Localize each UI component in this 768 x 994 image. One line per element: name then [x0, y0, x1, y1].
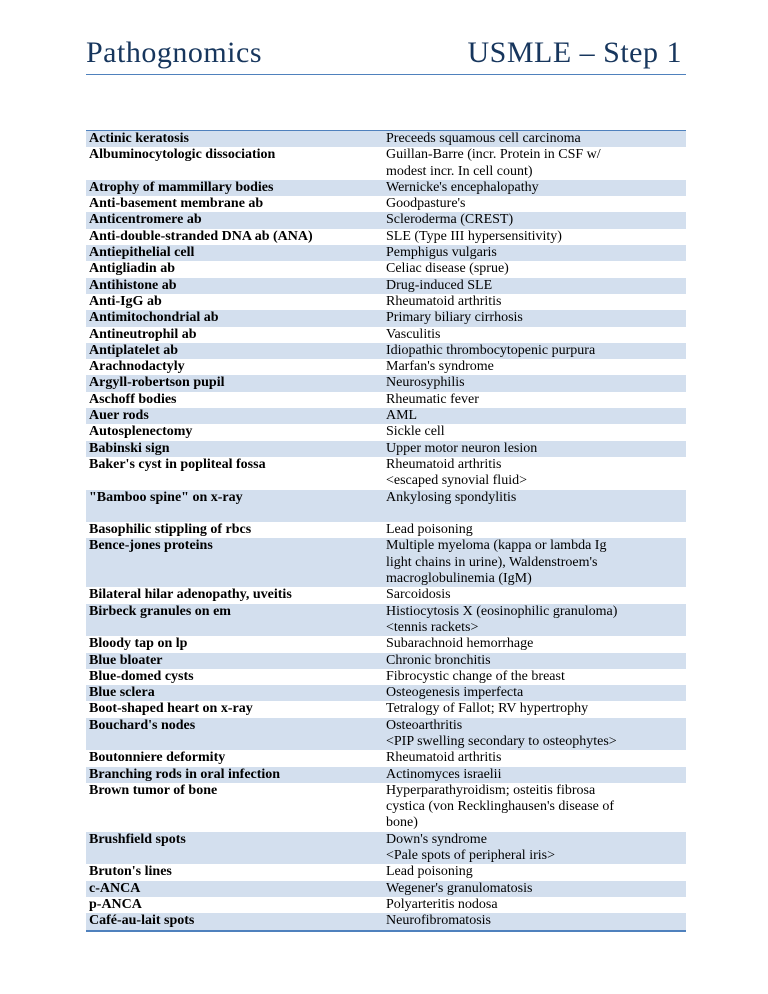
term-cell: c-ANCA: [89, 880, 141, 896]
table-row: [86, 327, 686, 343]
term-cell: Arachnodactyly: [89, 359, 185, 375]
meaning-cell: Primary biliary cirrhosis: [386, 310, 523, 326]
table-row: [86, 212, 686, 228]
page-header: [86, 36, 686, 75]
term-cell: Blue-domed cysts: [89, 668, 194, 684]
meaning-cell: Scleroderma (CREST): [386, 212, 514, 228]
term-cell: Anticentromere ab: [89, 212, 202, 228]
meaning-cell: AML: [386, 408, 418, 424]
term-cell: Autosplenectomy: [89, 424, 193, 440]
meaning-cell: Rheumatoid arthritis <escaped synovial fluid>: [386, 456, 527, 489]
meaning-cell: Ankylosing spondylitis: [386, 489, 517, 505]
term-cell: Antimitochondrial ab: [89, 310, 219, 326]
meaning-cell: Goodpasture's: [386, 196, 466, 212]
table-row: [86, 832, 686, 865]
meaning-cell: Drug-induced SLE: [386, 277, 493, 293]
meaning-cell: Chronic bronchitis: [386, 652, 491, 668]
table-row: [86, 653, 686, 669]
term-cell: Boutonniere deformity: [89, 750, 226, 766]
table-row: [86, 457, 686, 490]
term-cell: Argyll-robertson pupil: [89, 375, 225, 391]
table-row: [86, 196, 686, 212]
meaning-cell: Celiac disease (sprue): [386, 261, 509, 277]
table-row: [86, 229, 686, 245]
term-cell: Bloody tap on lp: [89, 636, 188, 652]
term-cell: Bence-jones proteins: [89, 538, 213, 554]
meaning-cell: Rheumatic fever: [386, 391, 479, 407]
table-row: [86, 897, 686, 913]
term-cell: Bouchard's nodes: [89, 717, 196, 733]
meaning-cell: Sickle cell: [386, 424, 445, 440]
term-cell: Antineutrophil ab: [89, 326, 197, 342]
term-cell: p-ANCA: [89, 896, 142, 912]
document-title: Pathognomics: [86, 36, 262, 69]
meaning-cell: Wegener's granulomatosis: [386, 880, 533, 896]
term-cell: Boot-shaped heart on x-ray: [89, 701, 253, 717]
term-cell: Anti-basement membrane ab: [89, 196, 264, 212]
table-row: [86, 131, 686, 147]
meaning-cell: Wernicke's encephalopathy: [386, 179, 539, 195]
table-row: [86, 310, 686, 326]
meaning-cell: Lead poisoning: [386, 522, 473, 538]
pathognomics-table: [86, 130, 686, 932]
term-cell: Anti-double-stranded DNA ab (ANA): [89, 228, 313, 244]
meaning-cell: Pemphigus vulgaris: [386, 245, 497, 261]
table-row: [86, 669, 686, 685]
meaning-cell: Guillan-Barre (incr. Protein in CSF w/ modest incr. In cell count): [386, 147, 601, 179]
term-cell: Blue bloater: [89, 652, 163, 668]
table-row: [86, 490, 686, 523]
term-cell: Brown tumor of bone: [89, 782, 218, 798]
table-row: [86, 359, 686, 375]
meaning-cell: Osteoarthritis <PIP swelling secondary to osteophytes>: [386, 717, 617, 749]
meaning-cell: Histiocytosis X (eosinophilic granuloma) <tennis rackets>: [386, 603, 618, 635]
meaning-cell: Marfan's syndrome: [386, 359, 494, 375]
term-cell: Antigliadin ab: [89, 261, 175, 277]
table-row: [86, 783, 686, 832]
table-row: [86, 750, 686, 766]
term-cell: Bilateral hilar adenopathy, uveitis: [89, 587, 292, 603]
meaning-cell: Preceeds squamous cell carcinoma: [386, 131, 581, 146]
table-row: [86, 245, 686, 261]
table-row: [86, 587, 686, 603]
term-cell: Branching rods in oral infection: [89, 766, 281, 782]
term-cell: Antihistone ab: [89, 277, 177, 293]
table-row: [86, 767, 686, 783]
table-row: [86, 913, 686, 929]
meaning-cell: Lead poisoning: [386, 864, 473, 880]
meaning-cell: Rheumatoid arthritis: [386, 750, 502, 766]
term-cell: Café-au-lait spots: [89, 913, 195, 929]
meaning-cell: Multiple myeloma (kappa or lambda Ig light chains in urine), Waldenstroem's macroglobulinemia (IgM): [386, 538, 607, 587]
table-row: [86, 294, 686, 310]
table-row: [86, 441, 686, 457]
meaning-cell: Polyarteritis nodosa: [386, 896, 498, 912]
table-row: [86, 261, 686, 277]
table-row: [86, 864, 686, 880]
table-row: [86, 392, 686, 408]
term-cell: Bruton's lines: [89, 864, 172, 880]
term-cell: Birbeck granules on em: [89, 603, 231, 619]
table-row: [86, 180, 686, 196]
meaning-cell: Fibrocystic change of the breast: [386, 668, 565, 684]
meaning-cell: Idiopathic thrombocytopenic purpura: [386, 342, 596, 358]
table-row: [86, 408, 686, 424]
table-row: [86, 343, 686, 359]
term-cell: Basophilic stippling of rbcs: [89, 522, 252, 538]
term-cell: Aschoff bodies: [89, 391, 177, 407]
meaning-cell: Down's syndrome <Pale spots of peripheral iris>: [386, 831, 555, 864]
meaning-cell: Neurofibromatosis: [386, 913, 491, 929]
document-subtitle: USMLE – Step 1: [467, 36, 682, 69]
meaning-cell: Neurosyphilis: [386, 375, 465, 391]
term-cell: "Bamboo spine" on x-ray: [89, 489, 243, 505]
table-row: [86, 147, 686, 180]
term-cell: Brushfield spots: [89, 831, 186, 847]
table-row: [86, 278, 686, 294]
term-cell: Auer rods: [89, 408, 149, 424]
meaning-cell: Hyperparathyroidism; osteitis fibrosa cystica (von Recklinghausen's disease of bone): [386, 782, 615, 831]
term-cell: Antiplatelet ab: [89, 342, 179, 358]
meaning-cell: Upper motor neuron lesion: [386, 440, 538, 456]
table-row: [86, 522, 686, 538]
term-cell: Blue sclera: [89, 685, 155, 701]
meaning-cell: Subarachnoid hemorrhage: [386, 636, 534, 652]
meaning-cell: Vasculitis: [386, 326, 441, 342]
term-cell: Antiepithelial cell: [89, 245, 195, 261]
meaning-cell: Rheumatoid arthritis: [386, 293, 502, 309]
term-cell: Albuminocytologic dissociation: [89, 147, 276, 163]
table-row: [86, 701, 686, 717]
table-row: [86, 424, 686, 440]
table-row: [86, 718, 686, 751]
meaning-cell: Osteogenesis imperfecta: [386, 685, 524, 701]
meaning-cell: SLE (Type III hypersensitivity): [386, 228, 562, 244]
term-cell: Babinski sign: [89, 440, 170, 456]
table-row: [86, 636, 686, 652]
table-row: [86, 881, 686, 897]
table-row: [86, 604, 686, 637]
meaning-cell: Sarcoidosis: [386, 587, 451, 603]
term-cell: Atrophy of mammillary bodies: [89, 179, 274, 195]
term-cell: Baker's cyst in popliteal fossa: [89, 456, 266, 472]
table-row: [86, 538, 686, 587]
table-row: [86, 685, 686, 701]
meaning-cell: Tetralogy of Fallot; RV hypertrophy: [386, 701, 589, 717]
term-cell: Anti-IgG ab: [89, 293, 162, 309]
table-row: [86, 375, 686, 391]
term-cell: Actinic keratosis: [89, 131, 189, 146]
meaning-cell: Actinomyces israelii: [386, 766, 502, 782]
